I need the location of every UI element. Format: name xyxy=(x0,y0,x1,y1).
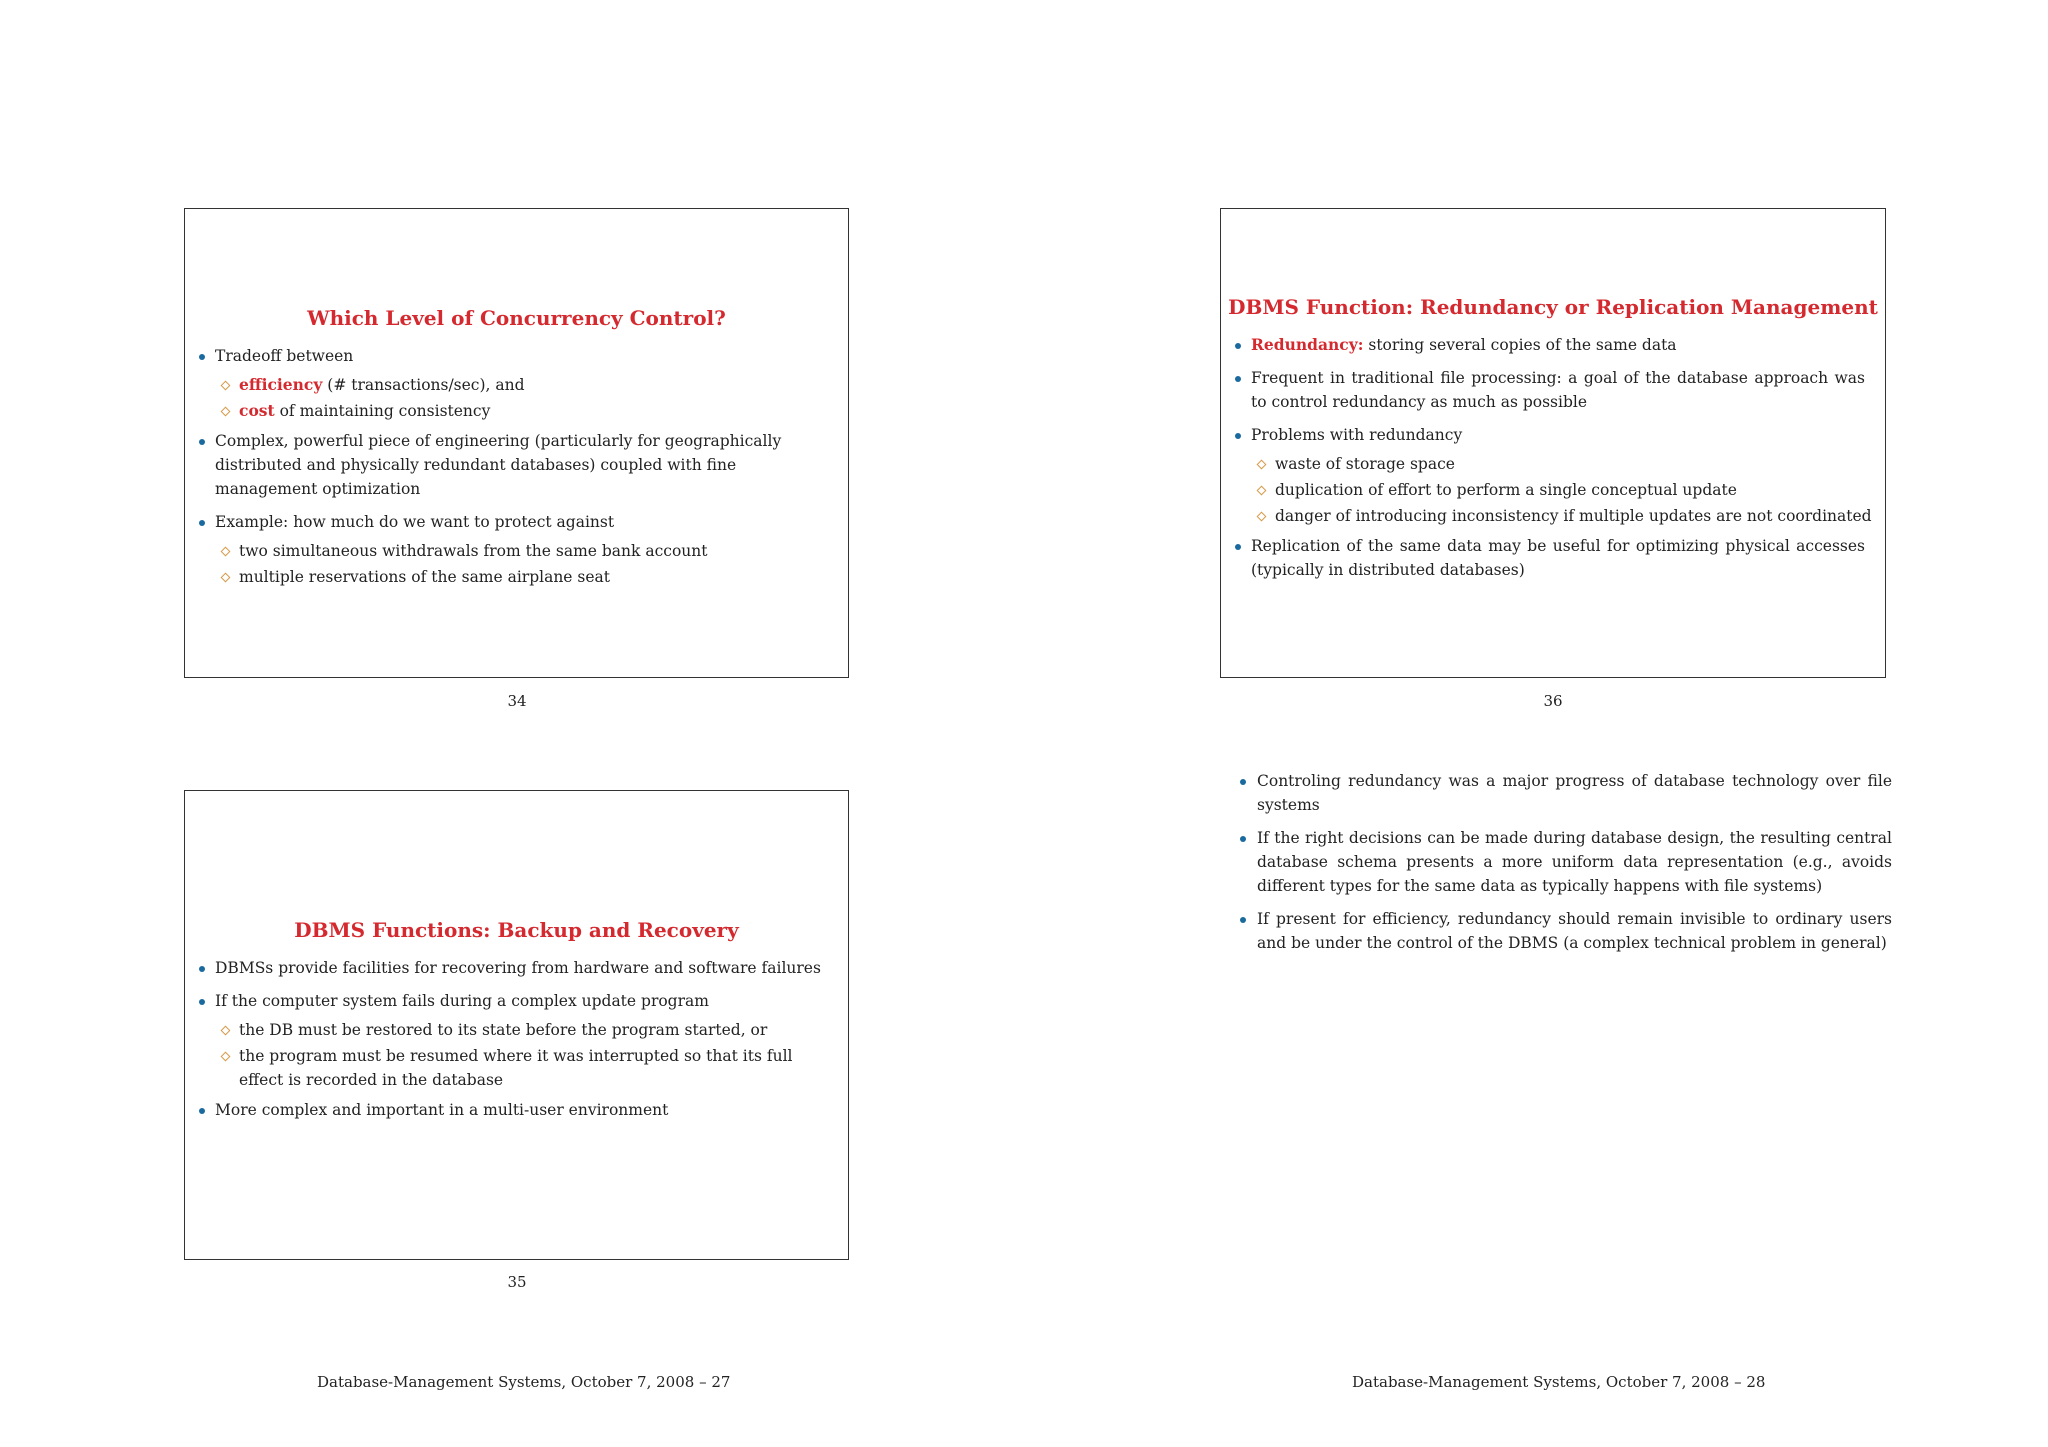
slide-34 xyxy=(184,208,849,678)
page-number: 34 xyxy=(507,692,527,710)
sub-item: danger of introducing inconsistency if multiple updates are not coordinated xyxy=(1221,504,1885,528)
sub-item: the DB must be restored to its state before the program started, or xyxy=(185,1018,848,1042)
bullet-item: Frequent in traditional file processing: a goal of the database approach was to control redundancy as much as possible xyxy=(1221,366,1885,414)
bullet-item: If the computer system fails during a complex update program xyxy=(185,989,848,1013)
sub-item: the program must be resumed where it was interrupted so that its full effect is recorded in the database xyxy=(185,1044,848,1092)
slide-title: DBMS Function: Redundancy or Replication Management xyxy=(1228,295,1878,319)
slide-title: DBMS Functions: Backup and Recovery xyxy=(294,918,739,942)
footer-right: Database-Management Systems, October 7, 2008 – 28 xyxy=(1352,1373,1766,1391)
slide-36 xyxy=(1220,208,1886,678)
bullet-item: Tradeoff between xyxy=(185,344,848,368)
diamond-bullet-icon xyxy=(221,1052,231,1062)
page-number: 35 xyxy=(507,1273,527,1291)
sub-item: cost of maintaining consistency xyxy=(185,399,848,423)
bullet-item: Controling redundancy was a major progress of database technology over file systems xyxy=(1237,769,1892,817)
diamond-bullet-icon xyxy=(1257,486,1267,496)
page-number: 36 xyxy=(1543,692,1563,710)
bullet-item: Complex, powerful piece of engineering (particularly for geographically distributed and physically redundant databases) coupled with fine management optimization xyxy=(185,429,848,501)
sub-item: multiple reservations of the same airplane seat xyxy=(185,565,848,589)
sub-item: duplication of effort to perform a single conceptual update xyxy=(1221,478,1885,502)
sub-item: efficiency (# transactions/sec), and xyxy=(185,373,848,397)
bullet-item: More complex and important in a multi-user environment xyxy=(185,1098,848,1122)
sub-item: two simultaneous withdrawals from the same bank account xyxy=(185,539,848,563)
diamond-bullet-icon xyxy=(221,547,231,557)
diamond-bullet-icon xyxy=(221,1026,231,1036)
slide-title: Which Level of Concurrency Control? xyxy=(307,306,726,330)
bullet-item: Example: how much do we want to protect against xyxy=(185,510,848,534)
diamond-bullet-icon xyxy=(221,381,231,391)
slide-35 xyxy=(184,790,849,1260)
notes-section xyxy=(1237,769,1892,964)
bullet-item: Redundancy: storing several copies of the same data xyxy=(1221,333,1885,357)
diamond-bullet-icon xyxy=(1257,512,1267,522)
bullet-item: If the right decisions can be made during database design, the resulting central database schema presents a more uniform data representation (e.g., avoids different types for the same data as typically happens with file systems) xyxy=(1237,826,1892,898)
bullet-item: DBMSs provide facilities for recovering from hardware and software failures xyxy=(185,956,848,980)
diamond-bullet-icon xyxy=(1257,460,1267,470)
bullet-item: Replication of the same data may be useful for optimizing physical accesses (typically in distributed databases) xyxy=(1221,534,1885,582)
bullet-item: If present for efficiency, redundancy should remain invisible to ordinary users and be under the control of the DBMS (a complex technical problem in general) xyxy=(1237,907,1892,955)
footer-left: Database-Management Systems, October 7, 2008 – 27 xyxy=(317,1373,731,1391)
diamond-bullet-icon xyxy=(221,407,231,417)
sub-item: waste of storage space xyxy=(1221,452,1885,476)
bullet-item: Problems with redundancy xyxy=(1221,423,1885,447)
diamond-bullet-icon xyxy=(221,573,231,583)
